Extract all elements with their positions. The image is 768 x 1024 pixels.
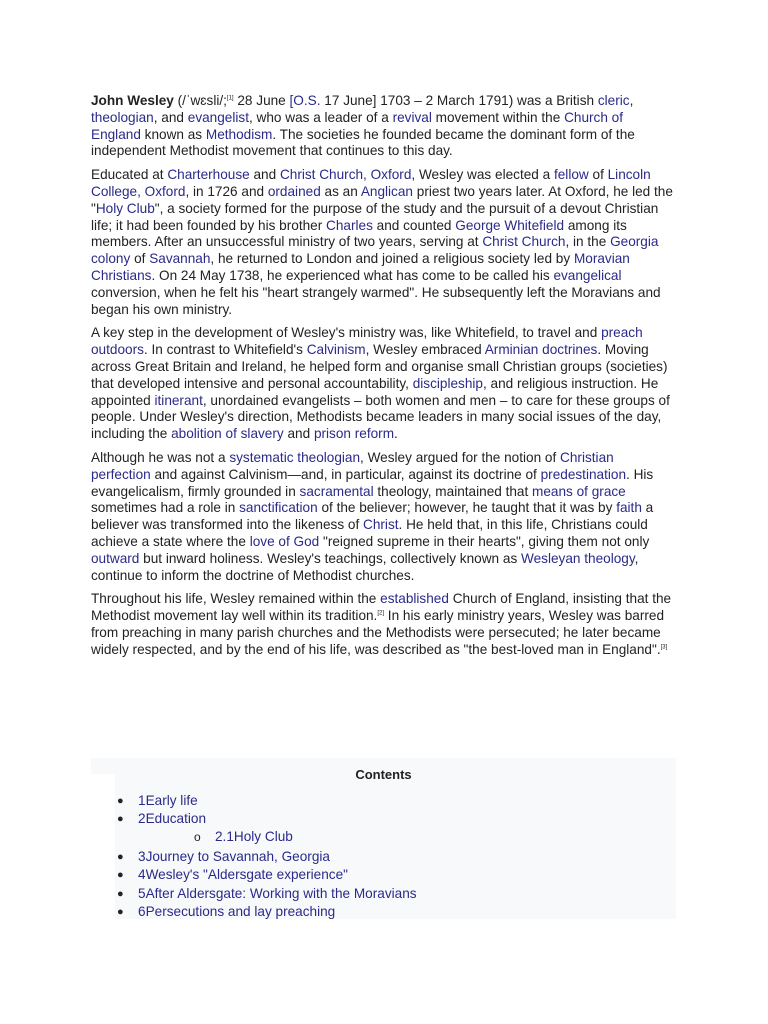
paragraph-theology: Although he was not a systematic theologian, Wesley argued for the notion of Christian perfection and against Calvinism—and, in particular, against its doctrine of predestination. His evangelicalism, firmly grounded in sacramental theology, maintained that means of grace sometimes had a role in sanctification of the believer; however, he taught that it was by faith a believer was transformed into the likeness of Christ. He held that, in this life, Christians could achieve a state where the love of God "reigned supreme in their hearts", giving them not only outward but inward holiness. Wesley's teachings, collectively known as Wesleyan theology, continue to inform the doctrine of Methodist churches. (91, 449, 654, 583)
toc-link[interactable]: 5After Aldersgate: Working with the Moravians (138, 886, 417, 901)
toc-item-1[interactable] (117, 793, 198, 809)
article-link[interactable]: love of God (249, 533, 320, 549)
article-link[interactable]: systematic theologian (229, 449, 361, 465)
article-link[interactable]: Christian perfection (91, 449, 614, 482)
article-link[interactable]: Charles (326, 217, 373, 233)
article-link[interactable]: established (380, 591, 449, 607)
article-link[interactable]: Christ Church (482, 234, 566, 250)
toc-link[interactable]: 2.1Holy Club (215, 829, 293, 844)
article-link[interactable]: ordained (267, 183, 321, 199)
article-link[interactable]: Wesleyan theology (521, 550, 635, 566)
paragraph-ministry: A key step in the development of Wesley's ministry was, like Whitefield, to travel and preach outdoors. In contrast to Whitefield's Calvinism, Wesley embraced Arminian doctrines. Moving across Great Britain and Ireland, he helped form and organise small Christian groups (societies) that developed intensive and personal accountability, discipleship, and religious instruction. He appointed itinerant, unordained evangelists – both women and men – to care for these groups of people. Under Wesley's direction, Methodists became leaders in many social issues of the day, including the abolition of slavery and prison reform. (91, 325, 670, 442)
article-link[interactable]: means of grace (532, 483, 626, 499)
article-link[interactable]: prison reform (313, 426, 395, 442)
toc-item-2[interactable] (117, 811, 207, 827)
article-link[interactable]: Savannah (149, 251, 211, 267)
article-link[interactable]: sacramental (299, 483, 374, 499)
toc-title: Contents (355, 767, 412, 782)
article-link[interactable]: [O.S. (289, 93, 321, 108)
article-link[interactable]: predestination (540, 466, 627, 482)
article-link[interactable]: Georgia colony (91, 234, 659, 267)
toc-item-2-1[interactable] (194, 829, 293, 845)
toc-item-4[interactable] (117, 867, 348, 883)
article-link[interactable]: faith (616, 500, 642, 516)
article-link[interactable]: Lincoln College, Oxford (91, 167, 651, 199)
article-link[interactable]: George Whitefield (455, 217, 565, 233)
article-link[interactable]: Charterhouse (167, 167, 250, 183)
citation-ref[interactable]: [2] (377, 610, 385, 617)
circle-bullet-icon: o (194, 830, 201, 844)
article-link[interactable]: Arminian doctrines (484, 342, 598, 358)
article-link[interactable]: evangelist (187, 109, 249, 125)
article-link[interactable]: Church of England (91, 109, 624, 142)
article-subject: John Wesley (91, 93, 174, 108)
article-link[interactable]: Christ (363, 517, 399, 533)
bullet-icon: ● (117, 906, 124, 918)
citation-ref[interactable]: [3] (660, 644, 668, 651)
article-link[interactable]: Holy Club (95, 200, 155, 216)
citation-ref[interactable]: [1] (226, 95, 234, 102)
toc-link[interactable]: 4Wesley's "Aldersgate experience" (138, 867, 348, 882)
bullet-icon: ● (117, 795, 124, 807)
bullet-icon: ● (117, 869, 124, 881)
article-link[interactable]: preach outdoors (91, 325, 643, 358)
article-link[interactable]: abolition of slavery (171, 426, 284, 442)
article-link[interactable]: sanctification (239, 500, 318, 516)
article-link[interactable]: Calvinism (306, 342, 366, 358)
bullet-icon: ● (117, 813, 124, 825)
paragraph-legacy: Throughout his life, Wesley remained within the established Church of England, insisting that the Methodist movement lay well within its tradition.[2] In his early ministry years, Wesley was barred from preaching in many parish churches and the Methodists were persecuted; he later became widely respected, and by the end of his life, was described as "the best-loved man in England".[3] (91, 591, 672, 657)
article-link[interactable]: outward (91, 550, 140, 566)
article-link[interactable]: itinerant (154, 392, 203, 408)
article-link[interactable]: revival (392, 109, 432, 125)
article-link[interactable]: Moravian Christians (91, 251, 630, 283)
article-link[interactable]: cleric (597, 93, 630, 108)
toc-link[interactable]: 2Education (138, 811, 207, 826)
article-link[interactable]: Methodism (205, 126, 273, 142)
bullet-icon: ● (117, 888, 124, 900)
toc-item-6[interactable] (117, 904, 336, 920)
article-link[interactable]: Christ Church, Oxford (279, 167, 412, 183)
article-link[interactable]: fellow (553, 167, 589, 183)
article-link[interactable]: Anglican (360, 183, 413, 199)
bullet-icon: ● (117, 851, 124, 863)
table-of-contents (91, 758, 676, 919)
toc-item-5[interactable] (117, 886, 417, 902)
toc-link[interactable]: 3Journey to Savannah, Georgia (138, 849, 330, 864)
article-link[interactable]: theologian (91, 109, 154, 125)
article-link[interactable]: evangelical (553, 267, 622, 283)
article-link[interactable]: discipleship (412, 375, 483, 391)
toc-link[interactable]: 6Persecutions and lay preaching (138, 904, 336, 919)
paragraph-education: Educated at Charterhouse and Christ Church, Oxford, Wesley was elected a fellow of Lincoln College, Oxford, in 1726 and ordained as an Anglican priest two years later. At Oxford, he led the "Holy Club", a society formed for the purpose of the study and the pursuit of a devout Christian life; it had been founded by his brother Charles and counted George Whitefield among its members. After an unsuccessful ministry of two years, serving at Christ Church, in the Georgia colony of Savannah, he returned to London and joined a religious society led by Moravian Christians. On 24 May 1738, he experienced what has come to be called his evangelical conversion, when he felt his "heart strangely warmed". He subsequently left the Moravians and began his own ministry. (91, 167, 673, 317)
paragraph-intro: John Wesley (/ˈwɛsli/;[1] 28 June [O.S. 17 June] 1703 – 2 March 1791) was a British cleric, theologian, and evangelist, who was a leader of a revival movement within the Church of England known as Methodism. The societies he founded became the dominant form of the independent Methodist movement that continues to this day. (91, 93, 635, 159)
toc-link[interactable]: 1Early life (138, 793, 198, 808)
article-body (91, 93, 676, 666)
toc-item-3[interactable] (117, 849, 330, 865)
